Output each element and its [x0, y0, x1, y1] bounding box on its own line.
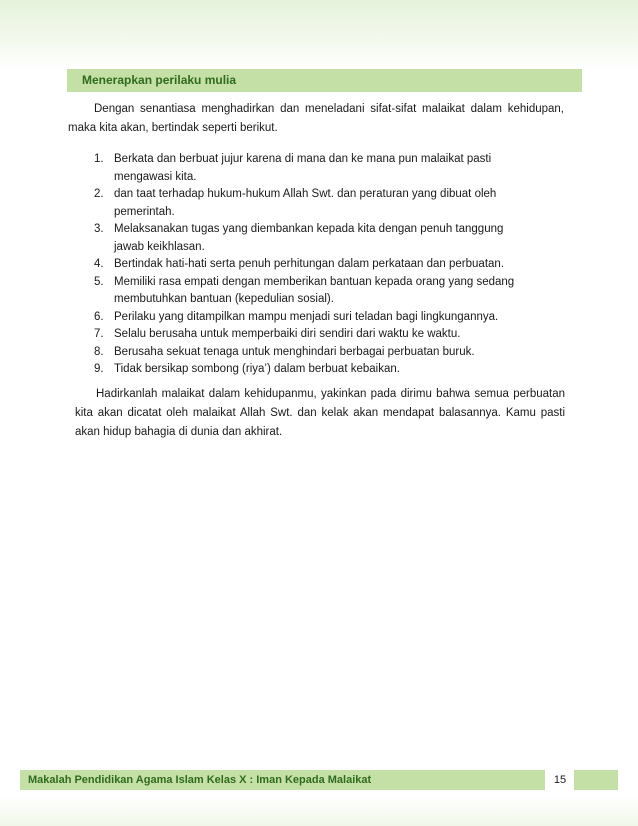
list-item-number: 9. [94, 363, 104, 375]
intro-text: Dengan senantiasa menghadirkan dan meneladani sifat-sifat malaikat dalam kehidupan, maka kita akan, bertindak seperti berikut. [68, 103, 564, 134]
list-item-text: Berusaha sekuat tenaga untuk menghindari berbagai perbuatan buruk. [114, 345, 475, 358]
list-item-text: Perilaku yang ditampilkan mampu menjadi suri teladan bagi lingkungannya. [114, 310, 499, 323]
footer-title: Makalah Pendidikan Agama Islam Kelas X : Iman Kepada Malaikat [28, 774, 372, 786]
list-item-number: 1. [94, 153, 104, 165]
list-item [83, 326, 533, 344]
list-item-number: 6. [94, 310, 104, 323]
list-item [83, 256, 533, 274]
list-item-text: Tidak bersikap sombong (riya’) dalam berbuat kebaikan. [114, 363, 400, 375]
list-item-text: Melaksanakan tugas yang diembankan kepada kita dengan penuh tanggung jawab keikhlasan. [114, 223, 504, 253]
list-item [83, 309, 533, 327]
list-item [83, 221, 533, 256]
intro-paragraph [68, 100, 564, 138]
list-item [83, 151, 533, 186]
list-item-number: 3. [94, 223, 104, 235]
top-gradient-band [0, 0, 638, 70]
list-item-text: Selalu berusaha untuk memperbaiki diri sendiri dari waktu ke waktu. [114, 328, 461, 340]
footer-accent-block [574, 770, 618, 790]
list-item [83, 361, 533, 379]
page-number: 15 [553, 774, 567, 786]
closing-paragraph [75, 385, 565, 442]
closing-text: Hadirkanlah malaikat dalam kehidupanmu, yakinkan pada dirimu bahwa semua perbuatan kita akan dicatat oleh malaikat Allah Swt. dan kelak akan mendapat balasannya. Kamu pasti akan hidup bahagia di dunia dan akhirat. [75, 388, 565, 438]
list-item-text: Memiliki rasa empati dengan memberikan bantuan kepada orang yang sedang membutuhkan bantuan (kepedulian sosial). [114, 275, 515, 305]
list-item-number: 5. [94, 275, 104, 288]
list-item-number: 7. [94, 328, 104, 340]
bottom-gradient-band [0, 796, 638, 826]
list-item-number: 2. [94, 188, 104, 200]
list-item [83, 274, 533, 309]
list-item-text: Berkata dan berbuat jujur karena di mana dan ke mana pun malaikat pasti mengawasi kita. [114, 153, 492, 183]
list-item-number: 8. [94, 345, 104, 358]
section-header-bar [67, 69, 582, 92]
list-item-text: Bertindak hati-hati serta penuh perhitungan dalam perkataan dan perbuatan. [114, 258, 504, 270]
list-item-number: 4. [94, 258, 104, 270]
section-title: Menerapkan perilaku mulia [82, 73, 237, 87]
list-item-text: dan taat terhadap hukum-hukum Allah Swt. dan peraturan yang dibuat oleh pemerintah. [114, 188, 497, 218]
behavior-list [83, 151, 533, 379]
list-item [83, 186, 533, 221]
list-item [83, 344, 533, 362]
footer-bar [20, 770, 545, 790]
